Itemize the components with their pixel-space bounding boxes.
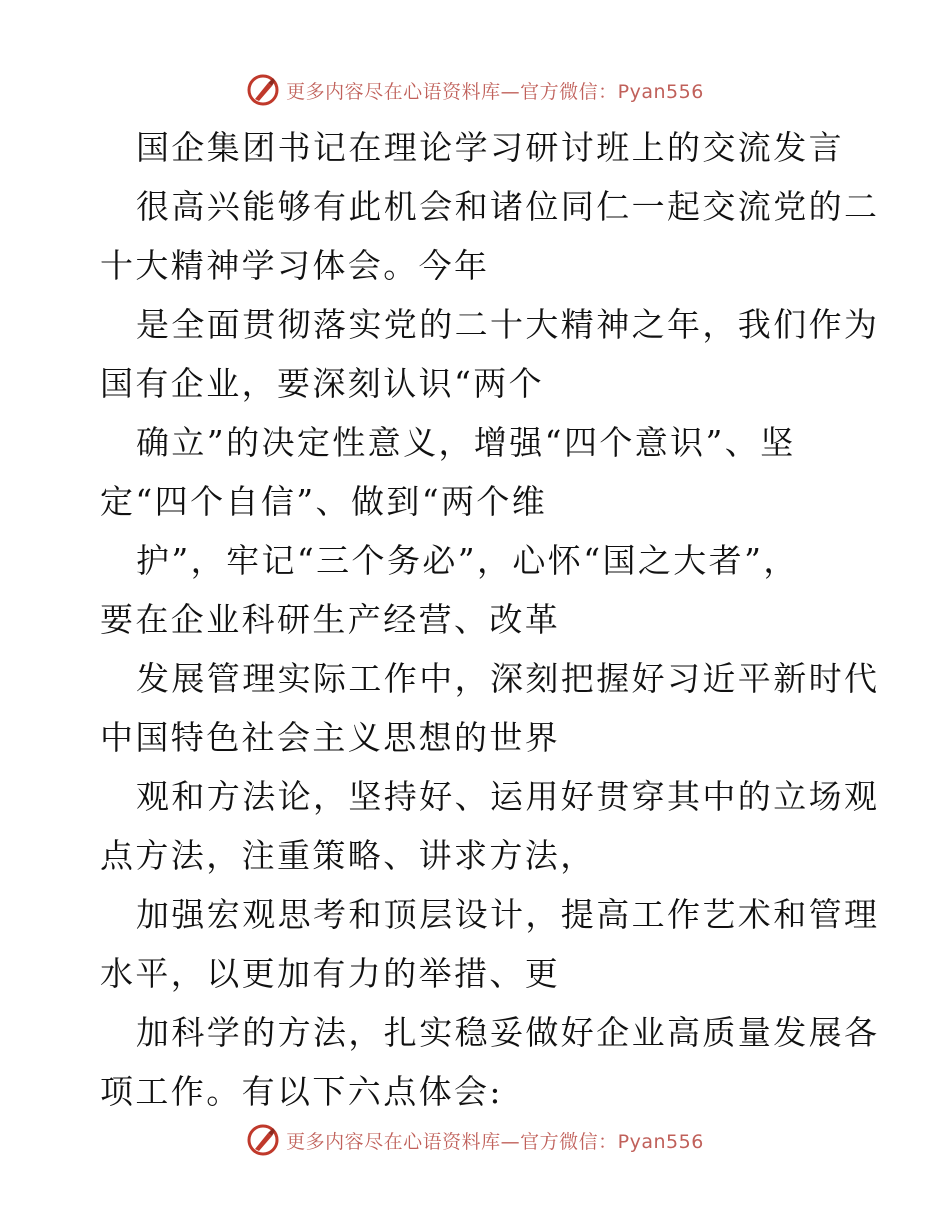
text-line: 水平，以更加有力的举措、更: [100, 954, 561, 993]
text-line: 护”，牢记“三个务必”，心怀“国之大者”，: [136, 541, 799, 580]
text-line: 定“四个自信”、做到“两个维: [100, 482, 548, 521]
watermark-banner-top: [0, 70, 950, 110]
paragraph-lines: [100, 177, 880, 1121]
quill-logo-icon: [246, 73, 280, 107]
watermark-text: 更多内容尽在心语资料库—官方微信：Pyan556: [286, 1130, 704, 1153]
watermark-banner-bottom: [0, 1120, 950, 1160]
text-line: 国有企业，要深刻认识“两个: [100, 364, 545, 403]
text-line: 是全面贯彻落实党的二十大精神之年，我们作为: [136, 305, 880, 344]
document-title: 国企集团书记在理论学习研讨班上的交流发言: [136, 128, 844, 167]
text-line: 十大精神学习体会。今年: [100, 246, 490, 285]
text-line: 加强宏观思考和顶层设计，提高工作艺术和管理: [136, 895, 880, 934]
text-line: 要在企业科研生产经营、改革: [100, 600, 561, 639]
text-line: 点方法，注重策略、讲求方法，: [100, 836, 596, 875]
text-line: 发展管理实际工作中，深刻把握好习近平新时代: [136, 659, 880, 698]
text-line: 很高兴能够有此机会和诸位同仁一起交流党的二: [136, 187, 880, 226]
text-line: 确立”的决定性意义，增强“四个意识”、坚: [136, 423, 796, 462]
quill-logo-icon: [246, 1123, 280, 1157]
text-line: 中国特色社会主义思想的世界: [100, 718, 561, 757]
text-line: 项工作。有以下六点体会:: [100, 1072, 503, 1111]
watermark-text: 更多内容尽在心语资料库—官方微信：Pyan556: [286, 80, 704, 103]
text-line: 加科学的方法，扎实稳妥做好企业高质量发展各: [136, 1013, 880, 1052]
text-line: 观和方法论，坚持好、运用好贯穿其中的立场观: [136, 777, 880, 816]
document-body: [100, 118, 880, 1121]
